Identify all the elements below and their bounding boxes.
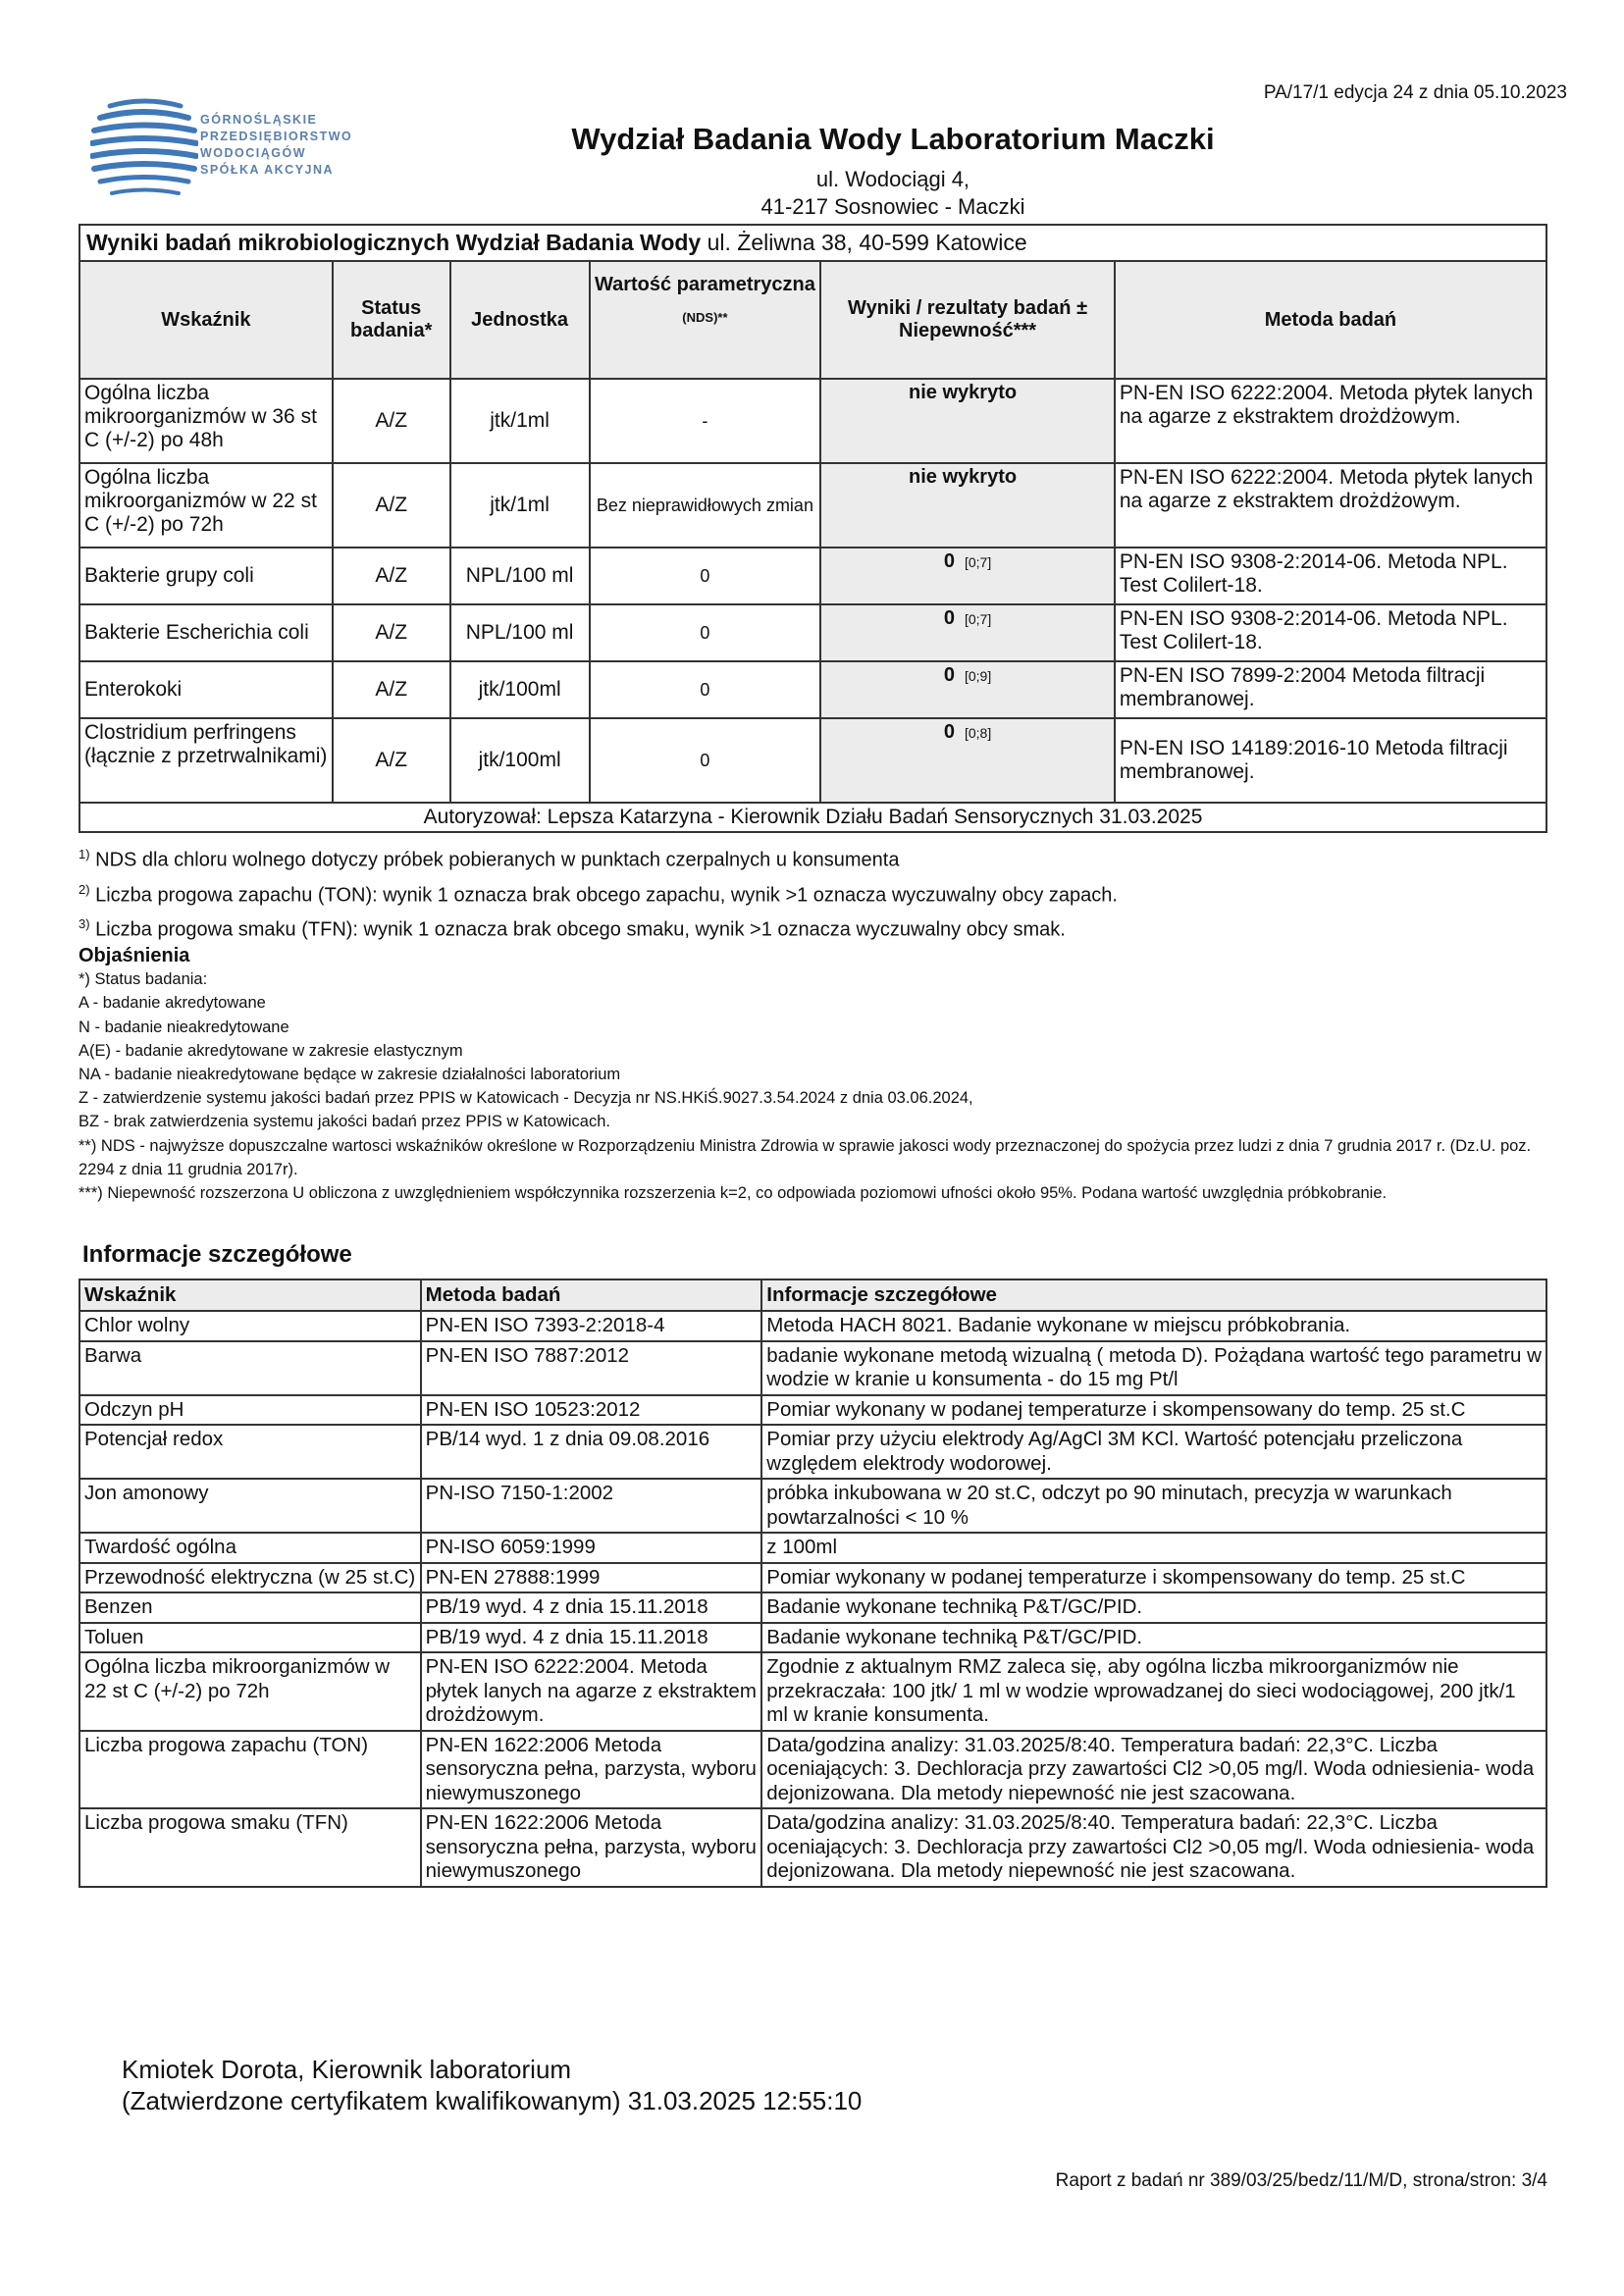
cell-wartosc: 0	[590, 604, 821, 661]
cell-wskaznik: Liczba progowa zapachu (TON)	[79, 1731, 421, 1809]
cell-status: A/Z	[333, 379, 450, 463]
cell-wskaznik: Chlor wolny	[79, 1311, 421, 1341]
cell-wskaznik: Przewodność elektryczna (w 25 st.C)	[79, 1563, 421, 1593]
caption-bold: Wyniki badań mikrobiologicznych Wydział Badania Wody	[86, 230, 702, 255]
explanation-line: N - badanie nieakredytowane	[79, 1018, 289, 1036]
cell-wynik	[820, 548, 1115, 604]
cell-status: A/Z	[333, 548, 450, 604]
cell-status: A/Z	[333, 463, 450, 548]
cell-informacje: Data/godzina analizy: 31.03.2025/8:40. Temperatura badań: 22,3°C. Liczba oceniających: 3. Dechloracja przy zawartości Cl2 >0,05 mg/l. Woda odniesienia- woda dejonizowana. Dla metody niepewność nie jest szacowana.	[761, 1808, 1546, 1887]
cell-informacje: Pomiar wykonany w podanej temperaturze i skompensowany do temp. 25 st.C	[761, 1563, 1546, 1593]
col-header-wskaznik: Wskaźnik	[79, 1279, 421, 1311]
table-row	[79, 661, 1546, 718]
document-code: PA/17/1 edycja 24 z dnia 05.10.2023	[1263, 82, 1567, 103]
cell-jednostka: jtk/100ml	[450, 718, 590, 803]
explanation-line: *) Status badania:	[79, 970, 208, 989]
cell-jednostka: jtk/100ml	[450, 661, 590, 718]
result-uncertainty: [0;7]	[964, 611, 992, 627]
footnote-text: Liczba progowa smaku (TFN): wynik 1 oznacza brak obcego smaku, wynik >1 oznacza wyczuwalny obcy smak.	[89, 918, 1066, 941]
table-row	[79, 379, 1546, 463]
cell-wskaznik: Ogólna liczba mikroorganizmów w 22 st C (+/-2) po 72h	[79, 463, 333, 548]
signature-certificate: (Zatwierdzone certyfikatem kwalifikowanym) 31.03.2025 12:55:10	[122, 2086, 863, 2115]
details-header-row	[79, 1279, 1546, 1311]
authorization-text: Autoryzował: Lepsza Katarzyna - Kierownik Działu Badań Sensorycznych 31.03.2025	[79, 803, 1546, 832]
results-caption	[79, 225, 1546, 261]
cell-metoda: PN-EN 1622:2006 Metoda sensoryczna pełna, parzysta, wyboru niewymuszonego	[421, 1731, 762, 1809]
caption-rest: ul. Żeliwna 38, 40-599 Katowice	[701, 230, 1027, 255]
signature-name: Kmiotek Dorota, Kierownik laboratorium	[122, 2055, 572, 2084]
result-uncertainty: [0;8]	[964, 725, 992, 741]
col-header-wskaznik: Wskaźnik	[79, 261, 333, 379]
cell-jednostka: NPL/100 ml	[450, 548, 590, 604]
cell-wskaznik: Enterokoki	[79, 661, 333, 718]
logo-text	[200, 112, 352, 179]
col-header-wartosc-label: Wartość parametryczna	[594, 274, 815, 295]
table-row	[79, 1533, 1546, 1563]
cell-wskaznik: Jon amonowy	[79, 1479, 421, 1533]
cell-wskaznik: Ogólna liczba mikroorganizmów w 36 st C (+/-2) po 48h	[79, 379, 333, 463]
explanation-line: A - badanie akredytowane	[79, 994, 266, 1013]
explanation-line: A(E) - badanie akredytowane w zakresie elastycznym	[79, 1041, 463, 1060]
table-row	[79, 1425, 1546, 1479]
lab-address-city: 41-217 Sosnowiec - Maczki	[760, 194, 1025, 219]
cell-wskaznik: Bakterie grupy coli	[79, 548, 333, 604]
cell-metoda: PN-EN ISO 7887:2012	[421, 1341, 762, 1395]
cell-metoda: PN-ISO 7150-1:2002	[421, 1479, 762, 1533]
cell-wskaznik: Barwa	[79, 1341, 421, 1395]
cell-metoda: PN-ISO 6059:1999	[421, 1533, 762, 1563]
results-table	[79, 224, 1547, 833]
table-row	[79, 1652, 1546, 1731]
cell-wartosc: 0	[590, 661, 821, 718]
details-title: Informacje szczegółowe	[82, 1241, 352, 1268]
cell-status: A/Z	[333, 604, 450, 661]
cell-metoda: PN-EN 27888:1999	[421, 1563, 762, 1593]
details-body	[79, 1311, 1546, 1887]
cell-wskaznik: Ogólna liczba mikroorganizmów w 22 st C (+/-2) po 72h	[79, 1652, 421, 1731]
cell-informacje: Pomiar przy użyciu elektrody Ag/AgCl 3M KCl. Wartość potencjału przeliczona względem elektrody wodorowej.	[761, 1425, 1546, 1479]
col-header-status: Status badania*	[333, 261, 450, 379]
lab-title: Wydział Badania Wody Laboratorium Maczki	[571, 122, 1215, 156]
cell-wartosc: -	[590, 379, 821, 463]
result-uncertainty: [0;7]	[964, 554, 992, 570]
table-row	[79, 604, 1546, 661]
col-header-metoda: Metoda badań	[421, 1279, 762, 1311]
footnotes	[79, 840, 1118, 945]
result-value: nie wykryto	[909, 382, 1018, 403]
cell-status: A/Z	[333, 718, 450, 803]
cell-status: A/Z	[333, 661, 450, 718]
col-header-metoda: Metoda badań	[1115, 261, 1546, 379]
waves-logo-icon	[90, 94, 198, 202]
cell-wskaznik: Twardość ogólna	[79, 1533, 421, 1563]
footnote-text: NDS dla chloru wolnego dotyczy próbek pobieranych w punktach czerpalnych u konsumenta	[89, 849, 900, 871]
logo-line: WODOCIĄGÓW	[200, 146, 307, 160]
cell-metoda: PB/14 wyd. 1 z dnia 09.08.2016	[421, 1425, 762, 1479]
result-value: 0	[943, 721, 955, 743]
cell-metoda: PN-EN ISO 10523:2012	[421, 1395, 762, 1426]
cell-wynik	[820, 463, 1115, 548]
cell-wskaznik: Clostridium perfringens (łącznie z przetrwalnikami)	[79, 718, 333, 803]
cell-metoda: PN-EN 1622:2006 Metoda sensoryczna pełna, parzysta, wyboru niewymuszonego	[421, 1808, 762, 1887]
col-header-wartosc	[590, 261, 821, 379]
cell-metoda: PN-EN ISO 6222:2004. Metoda płytek lanych na agarze z ekstraktem drożdżowym.	[421, 1652, 762, 1731]
cell-informacje: Badanie wykonane techniką P&T/GC/PID.	[761, 1592, 1546, 1623]
table-row	[79, 1311, 1546, 1341]
cell-metoda: PN-EN ISO 9308-2:2014-06. Metoda NPL. Test Colilert-18.	[1115, 604, 1546, 661]
explanation-line: NA - badanie nieakredytowane będące w zakresie działalności laboratorium	[79, 1066, 621, 1084]
table-row	[79, 1623, 1546, 1653]
details-table	[79, 1278, 1547, 1888]
table-row	[79, 1479, 1546, 1533]
result-uncertainty: [0;9]	[964, 668, 992, 684]
cell-wartosc: 0	[590, 548, 821, 604]
explanation-line: ***) Niepewność rozszerzona U obliczona z uwzględnieniem współczynnika rozszerzenia k=2, co odpowiada poziomowi ufności około 95%. Podana wartość uwzględnia próbkobranie.	[79, 1184, 1388, 1203]
table-row	[79, 1563, 1546, 1593]
result-value: nie wykryto	[909, 466, 1018, 488]
cell-informacje: próbka inkubowana w 20 st.C, odczyt po 90 minutach, precyzja w warunkach powtarzalności < 10 %	[761, 1479, 1546, 1533]
cell-wskaznik: Potencjał redox	[79, 1425, 421, 1479]
logo-line: SPÓŁKA AKCYJNA	[200, 163, 335, 177]
authorization-row	[79, 803, 1546, 832]
results-header-row	[79, 261, 1546, 379]
result-value: 0	[943, 607, 955, 629]
col-header-informacje: Informacje szczegółowe	[761, 1279, 1546, 1311]
cell-metoda: PN-EN ISO 7393-2:2018-4	[421, 1311, 762, 1341]
table-row	[79, 1592, 1546, 1623]
cell-wynik	[820, 718, 1115, 803]
cell-jednostka: jtk/1ml	[450, 379, 590, 463]
logo-line: GÓRNOŚLĄSKIE	[200, 113, 318, 127]
explanation-line: BZ - brak zatwierdzenia systemu jakości badań przez PPIS w Katowicach.	[79, 1113, 610, 1131]
results-caption-row	[79, 225, 1546, 261]
cell-jednostka: NPL/100 ml	[450, 604, 590, 661]
col-header-wyniki: Wyniki / rezultaty badań ± Niepewność***	[820, 261, 1115, 379]
result-value: 0	[943, 550, 955, 572]
col-header-jednostka: Jednostka	[450, 261, 590, 379]
footnote-marker: 2)	[79, 881, 90, 897]
cell-wynik	[820, 661, 1115, 718]
footnote-text: Liczba progowa zapachu (TON): wynik 1 oznacza brak obcego zapachu, wynik >1 oznacza wyczuwalny obcy zapach.	[89, 884, 1118, 907]
cell-informacje: Zgodnie z aktualnym RMZ zaleca się, aby ogólna liczba mikroorganizmów nie przekraczała: 100 jtk/ 1 ml w wodzie wprowadzanej do sieci wodociągowej, 200 jtk/1 ml w kranie konsumenta.	[761, 1652, 1546, 1731]
table-row	[79, 718, 1546, 803]
cell-wynik	[820, 604, 1115, 661]
footnote-marker: 3)	[79, 916, 90, 932]
report-footer: Raport z badań nr 389/03/25/bedz/11/M/D, strona/stron: 3/4	[1055, 2170, 1547, 2191]
cell-wynik	[820, 379, 1115, 463]
explanation-line: **) NDS - najwyższe dopuszczalne wartosci wskaźników określone w Rozporządzeniu Ministra Zdrowia w sprawie jakosci wody przeznaczonej do spożycia przez ludzi z dnia 7 grudnia 2017 r. (Dz.U. poz. 2294 z dnia 11 grudnia 2017r).	[79, 1136, 1532, 1178]
company-logo	[90, 94, 385, 202]
cell-wskaznik: Liczba progowa smaku (TFN)	[79, 1808, 421, 1887]
cell-jednostka: jtk/1ml	[450, 463, 590, 548]
footnote	[79, 910, 1118, 945]
cell-informacje: Badanie wykonane techniką P&T/GC/PID.	[761, 1623, 1546, 1653]
col-header-nds: (NDS)**	[682, 310, 728, 325]
cell-metoda: PN-EN ISO 7899-2:2004 Metoda filtracji membranowej.	[1115, 661, 1546, 718]
cell-metoda: PN-EN ISO 9308-2:2014-06. Metoda NPL. Test Colilert-18.	[1115, 548, 1546, 604]
table-row	[79, 463, 1546, 548]
lab-address-street: ul. Wodociągi 4,	[815, 167, 970, 191]
table-row	[79, 1395, 1546, 1426]
cell-metoda: PB/19 wyd. 4 z dnia 15.11.2018	[421, 1592, 762, 1623]
table-row	[79, 548, 1546, 604]
cell-informacje: Metoda HACH 8021. Badanie wykonane w miejscu próbkobrania.	[761, 1311, 1546, 1341]
cell-wskaznik: Bakterie Escherichia coli	[79, 604, 333, 661]
cell-wartosc: Bez nieprawidłowych zmian	[590, 463, 821, 548]
cell-metoda: PN-EN ISO 6222:2004. Metoda płytek lanych na agarze z ekstraktem drożdżowym.	[1115, 379, 1546, 463]
footnote	[79, 875, 1118, 911]
cell-wartosc: 0	[590, 718, 821, 803]
explanations	[79, 944, 1550, 1205]
cell-metoda: PN-EN ISO 6222:2004. Metoda płytek lanych na agarze z ekstraktem drożdżowym.	[1115, 463, 1546, 548]
explanations-title: Objaśnienia	[79, 945, 190, 966]
table-row	[79, 1808, 1546, 1887]
cell-informacje: badanie wykonane metodą wizualną ( metoda D). Pożądana wartość tego parametru w wodzie w kranie u konsumenta - do 15 mg Pt/l	[761, 1341, 1546, 1395]
footnote-marker: 1)	[79, 847, 90, 861]
cell-informacje: Data/godzina analizy: 31.03.2025/8:40. Temperatura badań: 22,3°C. Liczba oceniających: 3. Dechloracja przy zawartości Cl2 >0,05 mg/l. Woda odniesienia- woda dejonizowana. Dla metody niepewność nie jest szacowana.	[761, 1731, 1546, 1809]
result-value: 0	[943, 664, 955, 686]
explanation-line: Z - zatwierdzenie systemu jakości badań przez PPIS w Katowicach - Decyzja nr NS.HKiŚ.9027.3.54.2024 z dnia 03.06.2024,	[79, 1089, 973, 1108]
cell-metoda: PB/19 wyd. 4 z dnia 15.11.2018	[421, 1623, 762, 1653]
cell-metoda: PN-EN ISO 14189:2016-10 Metoda filtracji membranowej.	[1115, 718, 1546, 803]
cell-wskaznik: Toluen	[79, 1623, 421, 1653]
logo-line: PRZEDSIĘBIORSTWO	[200, 130, 353, 143]
cell-wskaznik: Odczyn pH	[79, 1395, 421, 1426]
cell-wskaznik: Benzen	[79, 1592, 421, 1623]
table-row	[79, 1341, 1546, 1395]
footnote	[79, 840, 1118, 875]
cell-informacje: z 100ml	[761, 1533, 1546, 1563]
table-row	[79, 1731, 1546, 1809]
cell-informacje: Pomiar wykonany w podanej temperaturze i skompensowany do temp. 25 st.C	[761, 1395, 1546, 1426]
